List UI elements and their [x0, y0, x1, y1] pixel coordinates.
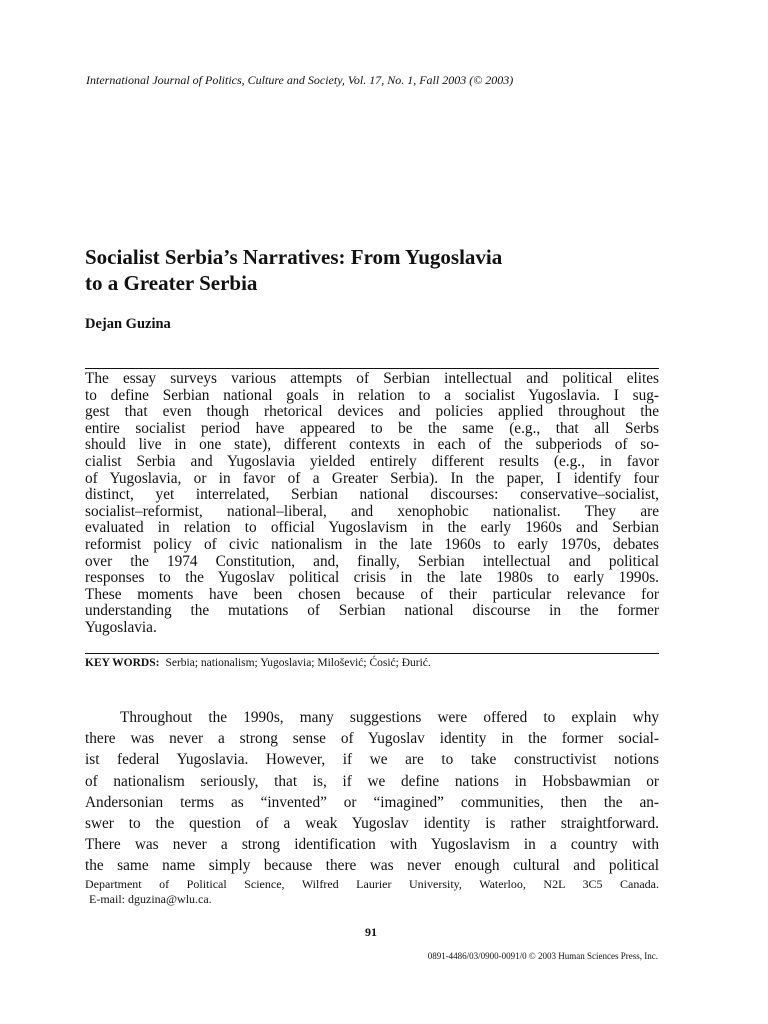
abstract-line: cialist Serbia and Yugoslavia yielded entirely different results (e.g., in favor: [85, 453, 659, 470]
keywords-values: Serbia; nationalism; Yugoslavia; Milošević; Ćosić; Đurić.: [165, 657, 431, 669]
abstract-line: These moments have been chosen because of their particular relevance for: [85, 586, 659, 603]
abstract-line: The essay surveys various attempts of Serbian intellectual and political elites: [85, 371, 659, 387]
abstract-line: Yugoslavia.: [85, 619, 157, 636]
abstract-line: of Yugoslavia, or in favor of a Greater Serbia). In the paper, I identify four: [85, 470, 659, 487]
keywords-label: KEY WORDS:: [85, 657, 160, 669]
title-line-1: Socialist Serbia’s Narratives: From Yugoslavia: [85, 245, 503, 269]
body-line: swer to the question of a weak Yugoslav identity is rather straightforward.: [85, 815, 659, 833]
author-name: Dejan Guzina: [85, 316, 171, 332]
body-line: ist federal Yugoslavia. However, if we are to take constructivist notions: [85, 751, 659, 769]
abstract-line: evaluated in relation to official Yugoslavism in the early 1960s and Serbian: [85, 520, 659, 537]
affiliation-line: Department of Political Science, Wilfred Laurier University, Waterloo, N2L 3C5 Canada.: [85, 877, 659, 891]
abstract-line: over the 1974 Constitution, and, finally, Serbian intellectual and political: [85, 553, 659, 570]
copyright-line: 0891-4486/03/0900-0091/0 © 2003 Human Sciences Press, Inc.: [427, 951, 658, 961]
body-line: Andersonian terms as “invented” or “imagined” communities, then the an-: [85, 793, 659, 811]
body-line: the same name simply because there was never enough cultural and political: [85, 857, 659, 875]
abstract-line: entire socialist period have appeared to be the same (e.g., that all Serbs: [85, 420, 659, 437]
abstract-line: understanding the mutations of Serbian national discourse in the former: [85, 603, 659, 620]
keywords: [85, 657, 659, 669]
body-paragraph: [85, 707, 659, 877]
article-title: [85, 244, 685, 296]
abstract-line: gest that even though rhetorical devices and policies applied throughout the: [85, 404, 659, 421]
abstract-line: responses to the Yugoslav political crisis in the late 1980s to early 1990s.: [85, 570, 659, 587]
body-line: Throughout the 1990s, many suggestions were offered to explain why: [120, 709, 659, 726]
abstract-top-rule: [85, 368, 659, 369]
body-line: There was never a strong identification with Yugoslavism in a country with: [85, 836, 659, 854]
abstract-line: reformist policy of civic nationalism in the late 1960s to early 1970s, debates: [85, 536, 659, 553]
title-line-2: to a Greater Serbia: [85, 271, 258, 295]
email-line: E-mail: dguzina@wlu.ca.: [89, 891, 212, 906]
abstract: [85, 371, 659, 637]
page-number: 91: [365, 925, 377, 939]
abstract-line: distinct, yet interrelated, Serbian national discourses: conservative–socialist,: [85, 487, 659, 504]
body-line: of nationalism seriously, that is, if we define nations in Hobsbawmian or: [85, 772, 659, 790]
abstract-bottom-rule: [85, 653, 659, 654]
author-affiliation: [85, 877, 659, 906]
abstract-line: should live in one state), different contexts in each of the subperiods of so-: [85, 437, 659, 454]
journal-header: International Journal of Politics, Culture and Society, Vol. 17, No. 1, Fall 2003 (© 2003): [86, 73, 514, 87]
body-line: there was never a strong sense of Yugoslav identity in the former social-: [85, 730, 659, 748]
abstract-line: socialist–reformist, national–liberal, and xenophobic nationalist. They are: [85, 503, 659, 520]
abstract-line: to define Serbian national goals in relation to a socialist Yugoslavia. I sug-: [85, 387, 659, 404]
